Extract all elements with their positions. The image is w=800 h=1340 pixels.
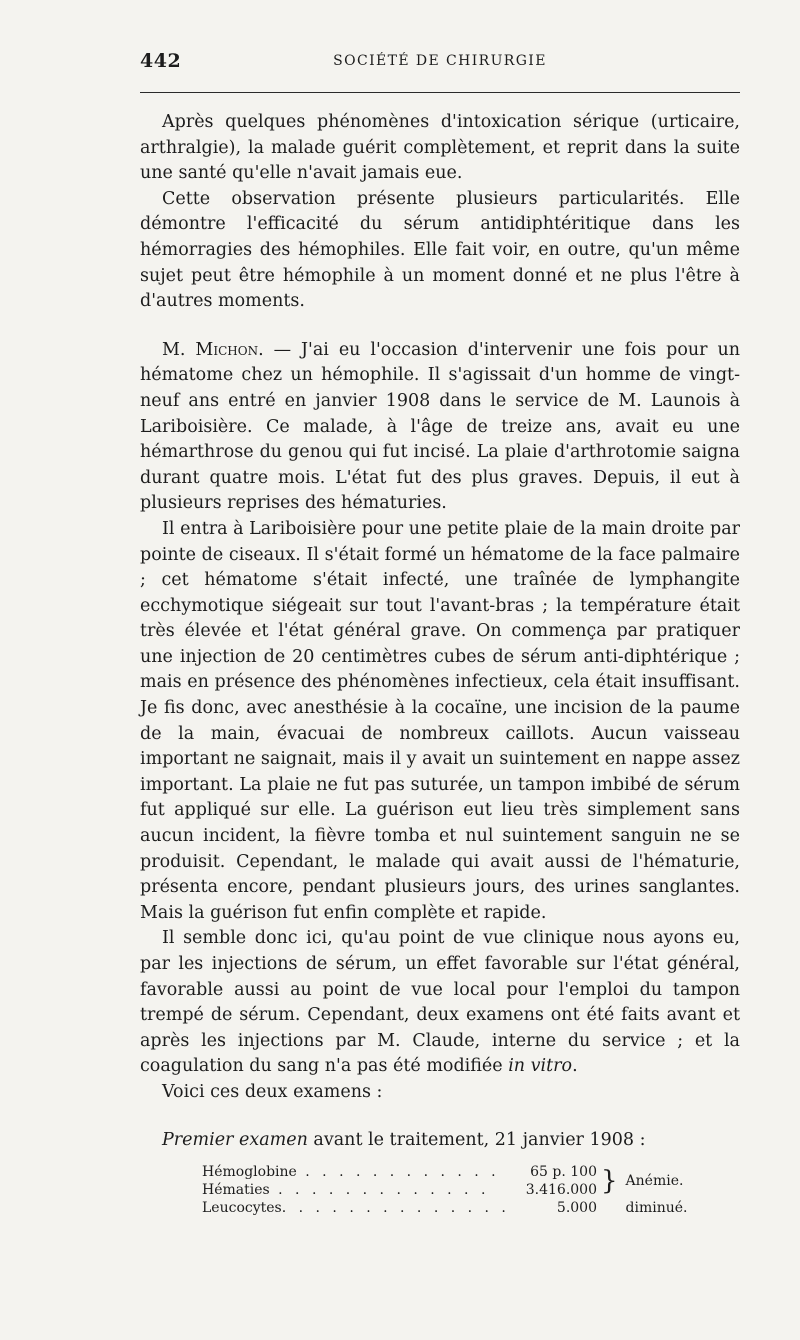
paragraph-5-end: . [572,1056,578,1077]
page-header [140,50,740,78]
exam-title [140,1128,740,1154]
exam-table [202,1163,688,1217]
exam-title-rest: avant le traitement, 21 janvier 1908 : [307,1129,646,1150]
exam-value: 65 p. 100 [530,1164,597,1181]
paragraph-1: Après quelques phénomènes d'intoxication sérique (urticaire, arthralgie), la malade guérit complètement, et reprit dans la suite une santé qu'elle n'avait jamais eue. [140,112,740,184]
brace-spacer [601,1199,618,1217]
running-title: SOCIÉTÉ DE CHIRURGIE [333,53,547,69]
exam-label-cell [202,1199,515,1217]
leader-dots: . . . . . . . . . . . . [296,1164,500,1181]
exam-title-italic: Premier examen [162,1129,308,1150]
exam-row [202,1199,688,1217]
leader-dots: . . . . . . . . . . . . . [269,1182,490,1199]
paragraph-6: Voici ces deux examens : [162,1081,383,1102]
anemia-note: Anémie. [625,1173,684,1190]
exam-label: Hémoglobine [202,1164,297,1181]
exam-label-cell [202,1181,515,1199]
exam-value: 3.416.000 [525,1182,597,1199]
paragraph-5 [140,926,740,1080]
leader-dots: . . . . . . . . . . . . . . [281,1200,510,1217]
paragraph-3-text: — J'ai eu l'occasion d'intervenir une fois pour un hématome chez un hémophile. Il s'agissait d'un homme de vingt-neuf ans entré en janvier 1908 dans le service de M. Launois à Lariboisière. Ce malade, à l'âge de treize ans, avait eu une hémarthrose du genou qui fut incisé. La plaie d'arthrotomie saigna durant quatre mois. L'état fut des plus graves. Depuis, il eut à plusieurs reprises des hématuries. [140,339,740,514]
paragraph-2: Cette observation présente plusieurs particularités. Elle démontre l'efficacité du sérum antidiphtéritique dans les hémorragies des hémophiles. Elle fait voir, en outre, qu'un même sujet peut être hémophile à un moment donné et ne plus l'être à d'autres moments. [140,188,740,312]
paragraph-5-text: Il semble donc ici, qu'au point de vue clinique nous ayons eu, par les injections de sérum, un effet favorable sur l'état général, favorable aussi au point de vue local pour l'emploi du tampon trempé de sérum. Cependant, deux examens ont été faits avant et après les injections par M. Claude, interne du service ; et la coagulation du sang n'a pas été modifiée [140,928,740,1077]
exam-value: 5.000 [556,1200,597,1217]
brace-symbol: } [601,1166,618,1197]
page-number: 442 [140,50,182,72]
body-text [140,110,740,1217]
exam-label-cell [202,1163,515,1181]
paragraph-5-italic: in vitro [508,1056,573,1077]
leucocyte-note: diminué. [625,1200,688,1217]
exam-label: Hématies [202,1182,270,1199]
header-rule [140,92,740,93]
paragraph-3 [140,338,740,517]
exam-row [202,1163,688,1181]
exam-label: Leucocytes [202,1200,282,1217]
speaker-name: M. Michon. [162,339,264,360]
paragraph-4: Il entra à Lariboisière pour une petite plaie de la main droite par pointe de ciseaux. Il s'était formé un hématome de la face palmaire ; cet hématome s'était infecté, une traînée de lymphangite ecchymotique siégeait sur tout l'avant-bras ; la température était très élevée et l'état général grave. On commença par pratiquer une injection de 20 centimètres cubes de sérum anti-diphtérique ; mais en présence des phénomènes infectieux, cela était insuffisant. Je fis donc, avec anesthésie à la cocaïne, une incision de la paume de la main, évacuai de nombreux caillots. Aucun vaisseau important ne saignait, mais il y avait un suintement en nappe assez important. La plaie ne fut pas suturée, un tampon imbibé de sérum fut appliqué sur elle. La guérison eut lieu très simplement sans aucun incident, la fièvre tomba et nul suintement sanguin ne se produisit. Cependant, le malade qui avait aussi de l'hématurie, présenta encore, pendant plusieurs jours, des urines sanglantes. Mais la guérison fut enfin complète et rapide. [140,518,740,923]
